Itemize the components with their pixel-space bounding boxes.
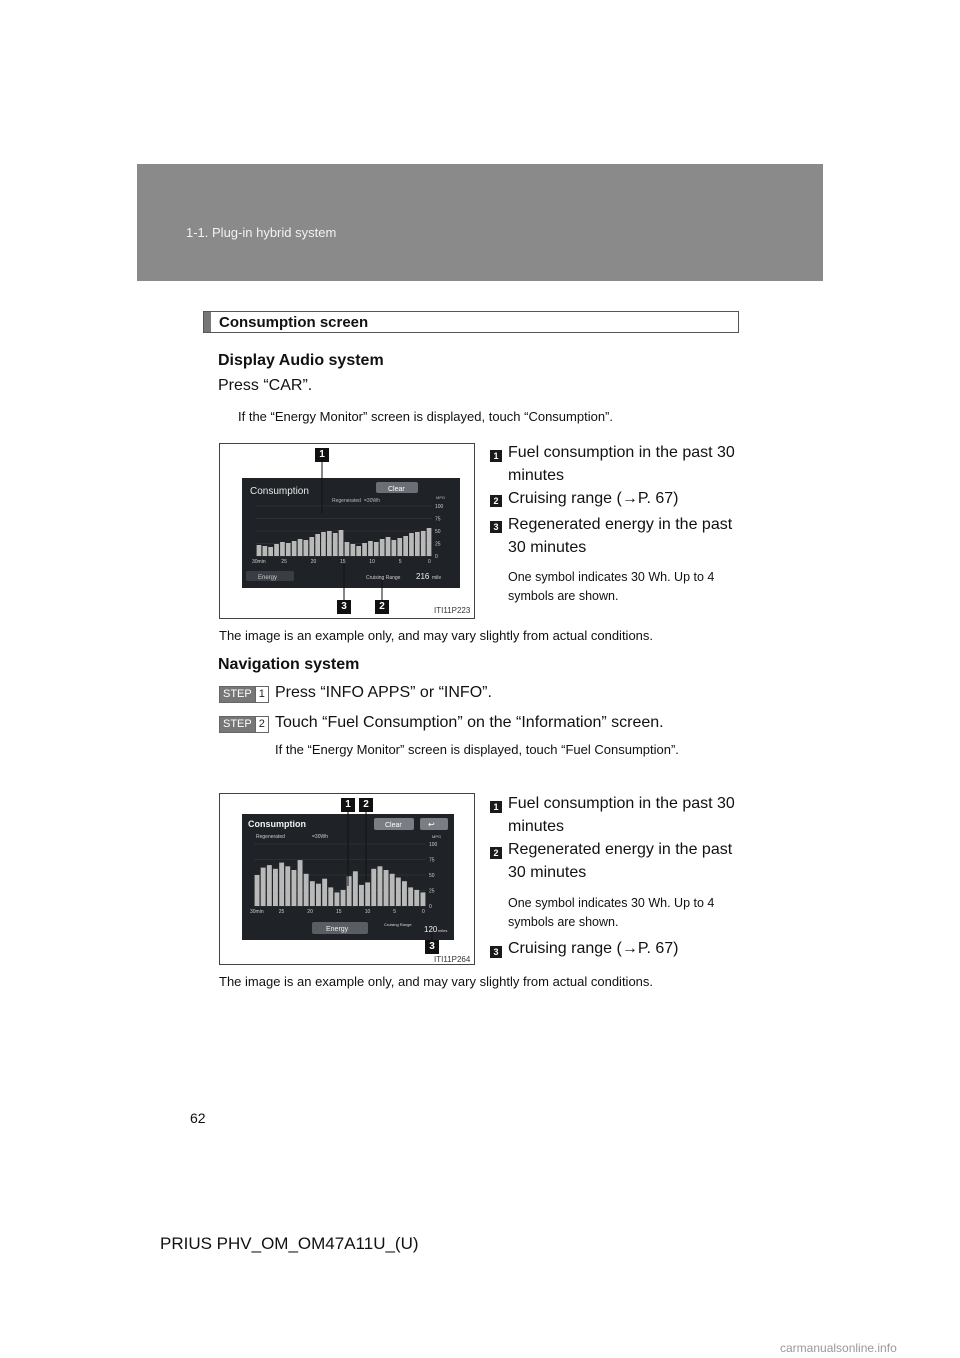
chart-bar xyxy=(427,528,432,556)
figure-id: ITI11P223 xyxy=(434,606,471,615)
symbol-note: One symbol indicates 30 Wh. Up to 4 symbols are shown. xyxy=(508,570,715,603)
x-tick-label: 30min xyxy=(250,909,264,915)
x-tick-label: 25 xyxy=(281,559,287,565)
step-label: STEP xyxy=(220,717,255,732)
chart-bar xyxy=(351,544,356,556)
y-tick-label: 25 xyxy=(429,888,435,895)
chart-bar xyxy=(392,540,397,556)
fuel-consumption-note: If the “Energy Monitor” screen is displayed, touch “Fuel Consumption”. xyxy=(275,742,679,757)
cruising-range-label: Cruising Range xyxy=(366,575,401,581)
y-tick-label: 25 xyxy=(435,541,441,548)
step-number: 1 xyxy=(255,687,268,702)
chart-bar xyxy=(273,869,278,906)
x-tick-label: 10 xyxy=(369,559,375,565)
x-tick-label: 25 xyxy=(278,909,285,915)
y-tick-label: 75 xyxy=(435,516,441,523)
chart-bar xyxy=(386,537,391,556)
chart-bar xyxy=(268,547,273,556)
energy-monitor-note: If the “Energy Monitor” screen is displayed, touch “Consumption”. xyxy=(238,409,614,424)
clear-button: Clear xyxy=(388,486,405,493)
x-tick-label: 5 xyxy=(393,909,397,915)
x-tick-label: 20 xyxy=(310,559,317,565)
x-tick-label: 15 xyxy=(340,559,346,565)
chart-bar xyxy=(365,882,370,906)
range-unit: miles xyxy=(438,928,448,933)
chart-bar xyxy=(263,546,268,556)
document-code: PRIUS PHV_OM_OM47A11U_(U) xyxy=(160,1234,419,1253)
y-tick-label: 0 xyxy=(435,554,438,560)
watermark: carmanualsonline.info xyxy=(780,1341,897,1355)
chart-bar xyxy=(304,874,309,906)
marker-3: 3 xyxy=(337,600,351,614)
marker-1: 1 xyxy=(341,798,355,812)
press-car-text: Press “CAR”. xyxy=(218,377,313,394)
chart-bar xyxy=(321,532,326,556)
chart-bar xyxy=(409,533,414,556)
chart-bar xyxy=(396,878,401,907)
x-tick-label: 20 xyxy=(307,909,313,915)
navigation-screen-illustration xyxy=(220,794,474,964)
svg-text:↩: ↩ xyxy=(428,820,435,829)
display-audio-heading: Display Audio system xyxy=(218,352,384,369)
heading-text: Consumption screen xyxy=(219,314,369,331)
chart-bar xyxy=(421,892,426,906)
screen-title: Consumption xyxy=(250,486,309,497)
regenerated-label: Regenerated xyxy=(256,834,285,840)
figure-id: ITI11P264 xyxy=(434,955,471,964)
header-band xyxy=(137,164,823,281)
chart-bar xyxy=(368,541,373,556)
chart-bar xyxy=(304,540,309,556)
chart-bar xyxy=(374,542,379,556)
heading-bar xyxy=(204,312,211,332)
chart-bar xyxy=(327,531,332,556)
marker-2: 2 xyxy=(359,798,373,812)
chart-bar xyxy=(257,545,262,556)
chart-bar xyxy=(309,537,314,556)
chart-bar xyxy=(255,875,260,906)
marker-2: 2 xyxy=(375,600,389,614)
callout-badge-2: 2 xyxy=(490,847,502,859)
step-label: STEP xyxy=(220,687,255,702)
chart-bar xyxy=(310,881,315,906)
x-tick-label: 15 xyxy=(336,909,342,915)
marker-3: 3 xyxy=(425,940,439,954)
chart-bar xyxy=(341,890,346,906)
chart-bar xyxy=(322,879,327,906)
y-tick-label: 100 xyxy=(435,504,444,510)
chart-bar xyxy=(274,544,279,556)
cruising-range-label: Cruising Range xyxy=(384,922,412,927)
chart-bar xyxy=(280,542,285,556)
callout-cruising-range: Cruising range (→P. 67) xyxy=(508,940,679,957)
chart-bar xyxy=(371,869,376,906)
x-tick-label: 0 xyxy=(422,909,425,915)
x-tick-label: 0 xyxy=(428,559,431,565)
chart-bar xyxy=(298,539,303,556)
chart-bar xyxy=(397,538,402,556)
callout-cruising-range: Cruising range (→P. 67) xyxy=(508,490,679,507)
wh-legend: =30Wh xyxy=(312,834,328,840)
navigation-heading: Navigation system xyxy=(218,656,360,673)
wh-legend: =30Wh xyxy=(364,498,380,504)
display-audio-figure xyxy=(219,443,475,619)
chart-bar xyxy=(403,536,408,556)
chart-bar xyxy=(279,863,284,906)
y-tick-label: 50 xyxy=(429,873,435,879)
chart-bar xyxy=(384,870,389,906)
callout-regenerated-energy: Regenerated energy in the past 30 minutes xyxy=(508,516,733,556)
chart-bar xyxy=(345,542,350,556)
chart-bar xyxy=(315,534,320,556)
chart-bar xyxy=(414,890,419,906)
range-unit: mile xyxy=(432,575,442,581)
chart-bar xyxy=(267,865,272,906)
marker-1: 1 xyxy=(315,448,329,462)
chart-bar xyxy=(292,541,297,556)
chart-bar xyxy=(339,530,344,556)
regenerated-label: Regenerated xyxy=(332,498,361,504)
chart-bar xyxy=(333,533,338,556)
navigation-caption: The image is an example only, and may vary slightly from actual conditions. xyxy=(219,974,654,989)
chart-bar xyxy=(335,892,340,906)
callout-regenerated-energy: Regenerated energy in the past 30 minutes xyxy=(508,841,733,881)
display-audio-screen-illustration xyxy=(220,444,474,618)
callout-fuel-consumption: Fuel consumption in the past 30 minutes xyxy=(508,444,735,484)
chart-bar xyxy=(378,866,383,906)
step-number: 2 xyxy=(255,717,268,732)
chart-bar xyxy=(356,546,361,556)
chart-bar xyxy=(298,860,303,906)
y-tick-label: 50 xyxy=(435,529,441,535)
symbol-note: One symbol indicates 30 Wh. Up to 4 symbols are shown. xyxy=(508,896,715,929)
step-2-text: Touch “Fuel Consumption” on the “Information” screen. xyxy=(275,714,664,731)
range-value: 216 xyxy=(416,572,430,581)
mpg-label: MPG xyxy=(432,834,442,839)
chart-bar xyxy=(292,870,297,906)
chart-bar xyxy=(347,876,352,906)
callout-badge-1: 1 xyxy=(490,450,502,462)
callout-fuel-consumption: Fuel consumption in the past 30 minutes xyxy=(508,795,735,835)
chart-bar xyxy=(359,885,364,906)
clear-button: Clear xyxy=(385,822,402,829)
x-tick-label: 5 xyxy=(398,559,402,565)
chart-bar xyxy=(402,881,407,906)
screen-title: Consumption xyxy=(248,819,306,829)
chart-bar xyxy=(362,543,367,556)
x-tick-label: 10 xyxy=(364,909,371,915)
chart-bar xyxy=(380,539,385,556)
chart-bar xyxy=(285,866,290,906)
step-2-badge xyxy=(219,716,269,733)
step-1-text: Press “INFO APPS” or “INFO”. xyxy=(275,684,492,701)
chart-bar xyxy=(328,887,333,906)
chart-bar xyxy=(390,874,395,906)
y-tick-label: 100 xyxy=(429,842,438,848)
callout-badge-3: 3 xyxy=(490,521,502,533)
consumption-screen-heading xyxy=(203,311,739,333)
chart-bar xyxy=(421,531,426,556)
page-number: 62 xyxy=(190,1110,206,1126)
callout-badge-1: 1 xyxy=(490,801,502,813)
energy-button: Energy xyxy=(326,926,349,933)
callout-badge-2: 2 xyxy=(490,495,502,507)
chart-bar xyxy=(408,887,413,906)
chart-bar xyxy=(353,871,358,906)
callout-badge-3: 3 xyxy=(490,946,502,958)
energy-button: Energy xyxy=(258,575,278,581)
x-tick-label: 30min xyxy=(252,559,266,565)
navigation-figure xyxy=(219,793,475,965)
y-tick-label: 0 xyxy=(429,904,432,910)
chart-bar xyxy=(316,884,321,906)
mpg-label: MPG xyxy=(436,495,446,500)
range-value: 120 xyxy=(424,925,438,934)
chart-bar xyxy=(415,532,420,556)
display-audio-caption: The image is an example only, and may vary slightly from actual conditions. xyxy=(219,628,654,643)
chart-bar xyxy=(286,543,291,556)
step-1-badge xyxy=(219,686,269,703)
y-tick-label: 75 xyxy=(429,857,435,864)
section-label: 1-1. Plug-in hybrid system xyxy=(186,225,337,240)
chart-bar xyxy=(261,868,266,906)
